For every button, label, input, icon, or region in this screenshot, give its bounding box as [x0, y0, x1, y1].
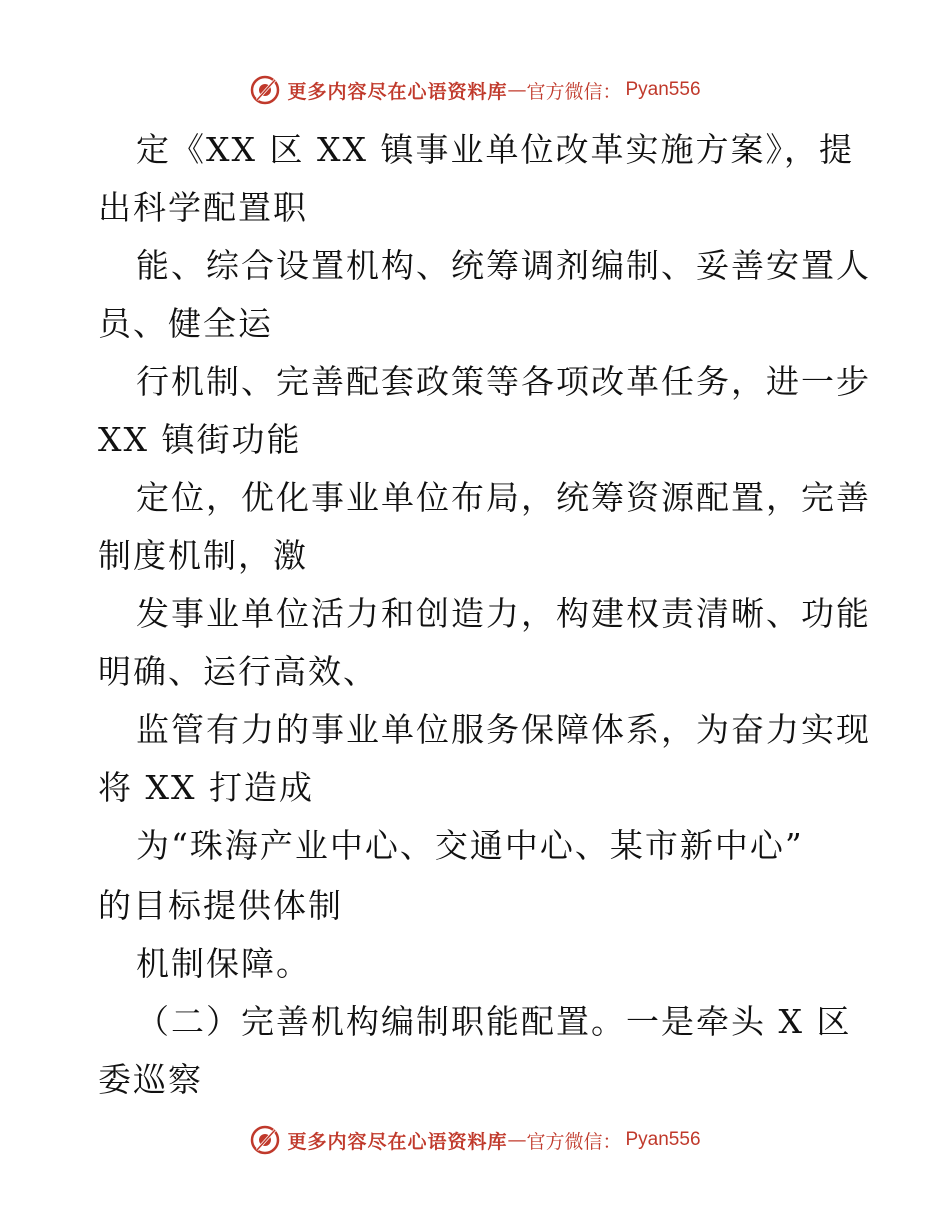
paragraph-3-first-line: 行机制、完善配套政策等各项改革任务，进一步 — [136, 362, 871, 401]
paragraph-4-first-line: 定位，优化事业单位布局，统筹资源配置，完善 — [136, 478, 871, 517]
paragraph-6-first-line: 监管有力的事业单位服务保障体系，为奋力实现 — [136, 710, 871, 749]
header-wechat-label: 官方微信： — [526, 80, 622, 103]
header-wechat-id: Pyan556 — [625, 79, 701, 100]
paragraph-7-first-line: 为“珠海产业中心、交通中心、某市新中心” — [136, 826, 804, 865]
brand-logo-icon — [249, 74, 281, 106]
brand-logo-icon — [249, 1124, 281, 1156]
paragraph-7-wrap-line: 的目标提供体制 — [98, 886, 343, 925]
paragraph-1-wrap-line: 出科学配置职 — [98, 188, 308, 227]
header-brand-dash: — — [507, 79, 527, 101]
page-header-watermark — [0, 70, 950, 110]
paragraph-4-wrap-line: 制度机制，激 — [98, 536, 308, 575]
footer-brand-text: 更多内容尽在心语资料库 — [287, 1130, 508, 1153]
paragraph-2-wrap-line: 员、健全运 — [98, 304, 273, 343]
paragraph-9-wrap-line: 委巡察 — [98, 1060, 203, 1099]
footer-wechat-label: 官方微信： — [526, 1130, 622, 1153]
paragraph-6-wrap-line: 将 XX 打造成 — [98, 768, 314, 807]
paragraph-1-first-line: 定《XX 区 XX 镇事业单位改革实施方案》，提 — [136, 130, 854, 169]
footer-brand-dash: — — [507, 1129, 527, 1151]
paragraph-3-wrap-line: XX 镇街功能 — [98, 420, 302, 459]
header-brand-text: 更多内容尽在心语资料库 — [287, 80, 508, 103]
paragraph-5-wrap-line: 明确、运行高效、 — [98, 652, 378, 691]
paragraph-5-first-line: 发事业单位活力和创造力，构建权责清晰、功能 — [136, 594, 871, 633]
page-footer-watermark — [0, 1120, 950, 1160]
paragraph-8-first-line: 机制保障。 — [136, 944, 311, 983]
paragraph-9-first-line: （二）完善机构编制职能配置。一是牵头 X 区 — [136, 1002, 852, 1041]
footer-wechat-id: Pyan556 — [625, 1129, 701, 1150]
paragraph-2-first-line: 能、综合设置机构、统筹调剂编制、妥善安置人 — [136, 246, 871, 285]
